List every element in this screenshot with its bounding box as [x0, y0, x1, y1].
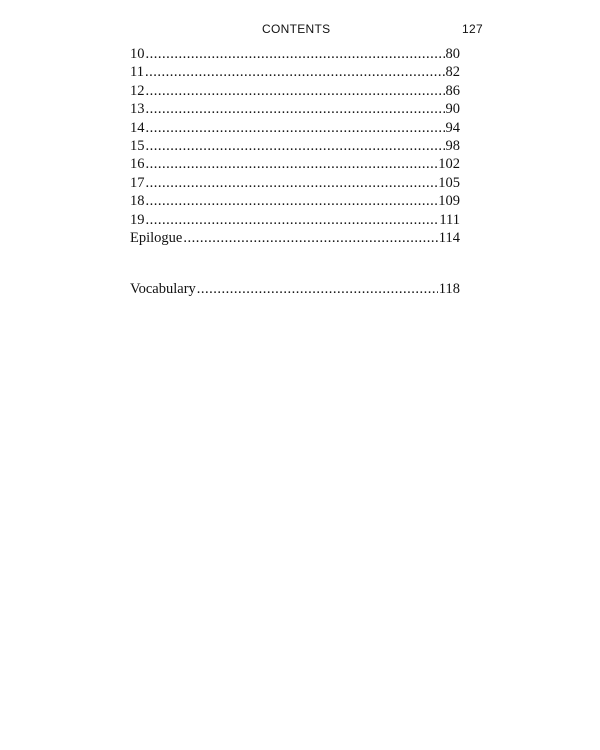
- toc-entry-label: 12: [130, 82, 145, 99]
- toc-entry-chapter-12: [130, 82, 460, 100]
- toc-entry-page: 109: [438, 193, 460, 210]
- dot-leader: [146, 155, 438, 173]
- toc-entry-label: 17: [130, 174, 145, 191]
- toc-entry-page: 80: [445, 46, 460, 62]
- toc-entry-label: 11: [130, 64, 144, 81]
- dot-leader: [146, 45, 445, 63]
- dot-leader: [146, 82, 445, 100]
- toc-entry-label: 16: [130, 156, 145, 173]
- toc-entry-page: 98: [445, 137, 460, 154]
- table-of-contents: [130, 45, 460, 299]
- toc-entry-label: Vocabulary: [130, 281, 196, 298]
- toc-entry-vocabulary: [130, 280, 460, 298]
- toc-entry-page: 86: [445, 82, 460, 99]
- toc-entry-label: 14: [130, 119, 145, 136]
- toc-entry-label: 10: [130, 46, 145, 62]
- toc-entry-chapter-16: [130, 155, 460, 173]
- toc-entry-chapter-18: [130, 192, 460, 210]
- toc-entry-label: 18: [130, 193, 145, 210]
- toc-entry-page: 105: [438, 174, 460, 191]
- toc-entry-chapter-10: [130, 45, 460, 63]
- toc-entry-page: 102: [438, 156, 460, 173]
- toc-entry-label: 15: [130, 137, 145, 154]
- toc-entry-chapter-11: [130, 63, 460, 81]
- dot-leader: [145, 63, 445, 81]
- dot-leader: [146, 192, 438, 210]
- dot-leader: [146, 137, 445, 155]
- dot-leader: [146, 174, 438, 192]
- toc-entry-chapter-17: [130, 174, 460, 192]
- toc-entry-chapter-19: [130, 211, 460, 229]
- dot-leader: [197, 280, 438, 298]
- toc-entry-page: 82: [445, 64, 460, 81]
- toc-entry-label: 19: [130, 211, 145, 228]
- dot-leader: [183, 229, 437, 247]
- toc-entry-page: 94: [445, 119, 460, 136]
- toc-entry-label: Epilogue: [130, 229, 183, 246]
- dot-leader: [146, 211, 439, 229]
- toc-entry-chapter-14: [130, 119, 460, 137]
- toc-entry-page: 111: [439, 211, 460, 228]
- running-head: [0, 22, 600, 40]
- toc-entry-page: 118: [438, 281, 460, 298]
- dot-leader: [146, 119, 445, 137]
- toc-entry-chapter-15: [130, 137, 460, 155]
- toc-entry-page: 90: [445, 101, 460, 118]
- toc-entry-chapter-13: [130, 100, 460, 118]
- page-number: 127: [462, 22, 483, 36]
- toc-entry-label: 13: [130, 101, 145, 118]
- toc-entry-page: 114: [438, 229, 460, 246]
- dot-leader: [146, 100, 445, 118]
- running-head-title: CONTENTS: [262, 22, 331, 36]
- toc-entry-epilogue: [130, 229, 460, 247]
